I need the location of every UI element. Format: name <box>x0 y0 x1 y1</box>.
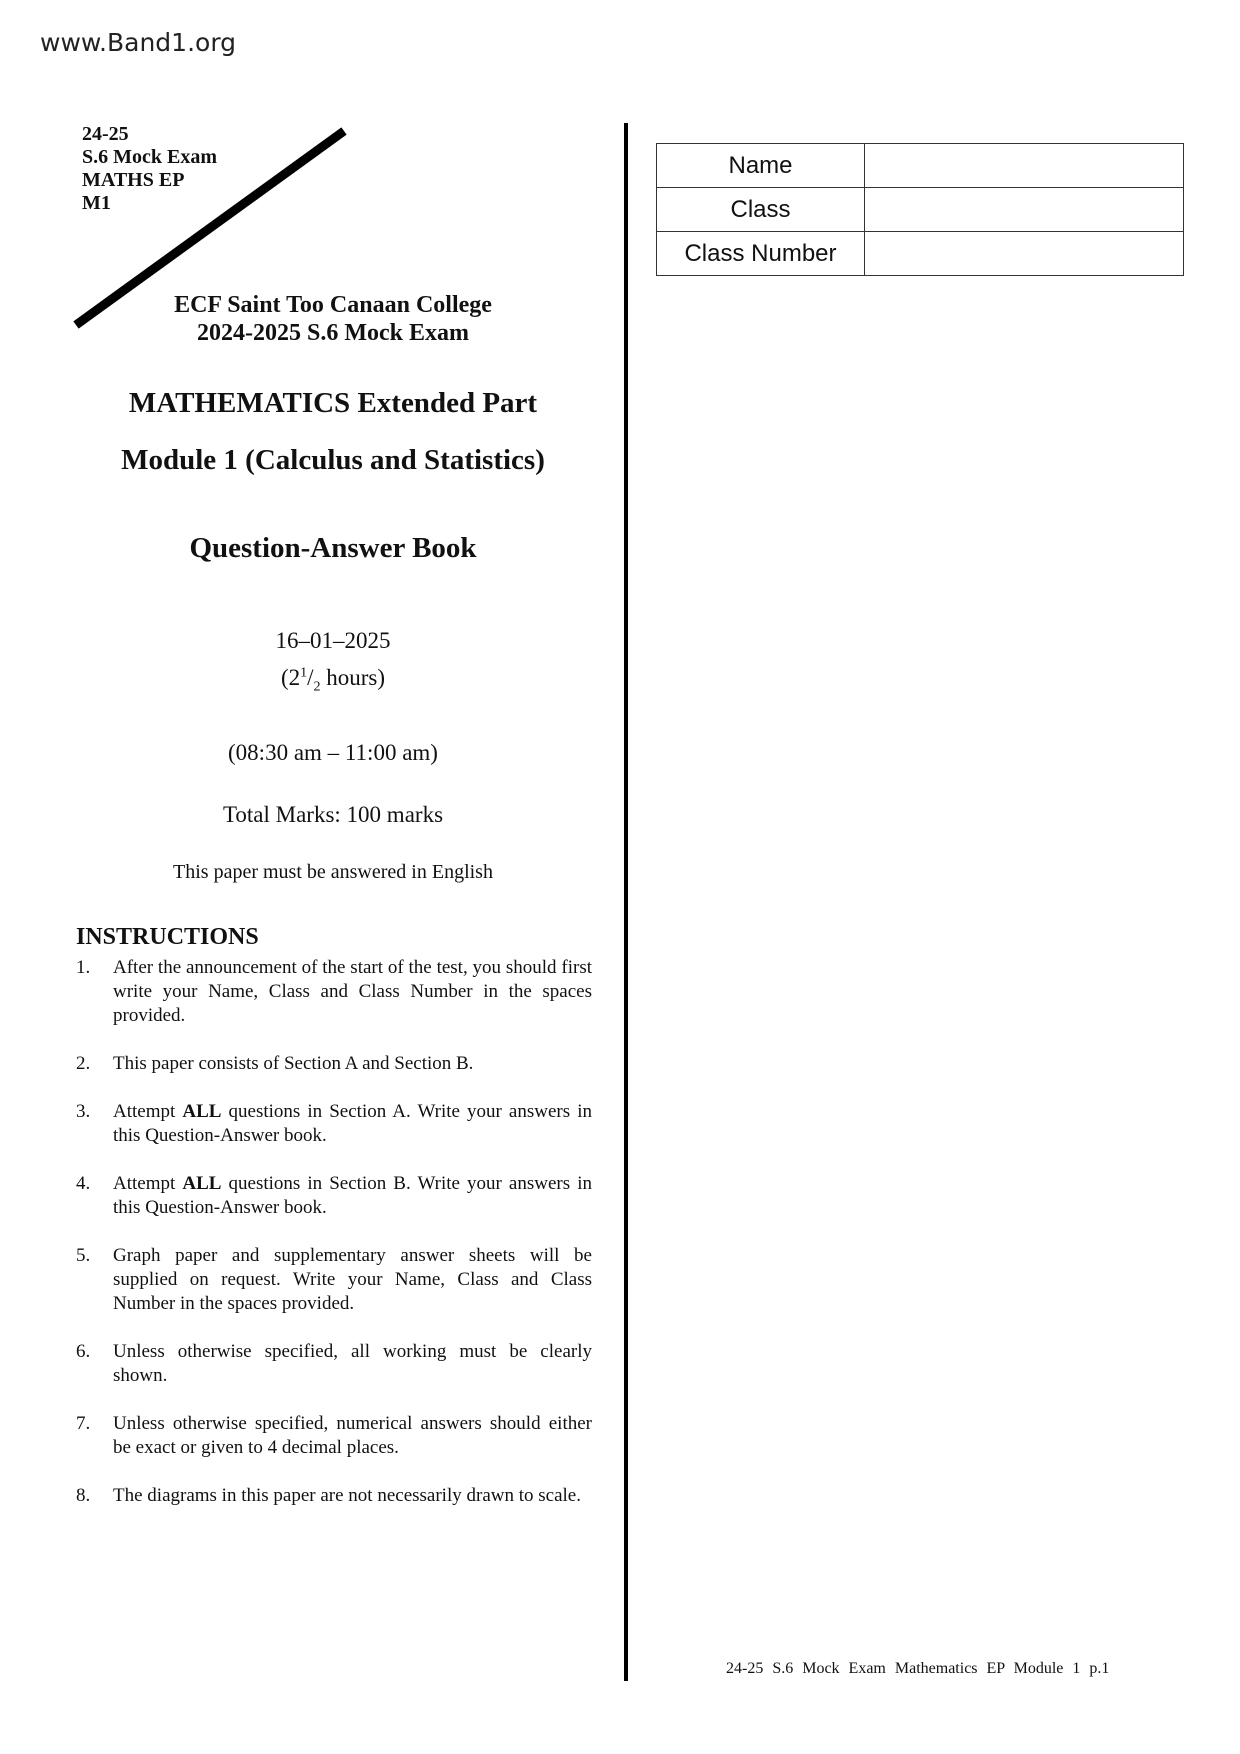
instruction-number: 3. <box>76 1101 91 1122</box>
instruction-text: Graph paper and supplementary answer sheets will be supplied on request. Write your Name, Class and Class Number in the spaces provided. <box>113 1245 592 1314</box>
watermark-url: www.Band1.org <box>40 28 237 57</box>
name-row <box>657 144 1184 188</box>
instruction-number: 2. <box>76 1053 91 1074</box>
instruction-text: Unless otherwise specified, numerical answers should either be exact or given to 4 decimal places. <box>113 1413 592 1458</box>
name-label: Name <box>657 144 865 188</box>
instruction-text <box>113 1173 592 1218</box>
name-field[interactable] <box>865 144 1184 188</box>
instruction-item <box>76 1340 592 1388</box>
class-label: Class <box>657 188 865 232</box>
instruction-number: 4. <box>76 1173 91 1194</box>
class-number-field[interactable] <box>865 232 1184 276</box>
instruction-number: 7. <box>76 1413 91 1434</box>
exam-time: (08:30 am – 11:00 am) <box>228 740 438 765</box>
module-title: Module 1 (Calculus and Statistics) <box>121 444 545 476</box>
subject-title: MATHEMATICS Extended Part <box>128 387 538 419</box>
exam-date: 16–01–2025 <box>275 628 391 653</box>
school-name: ECF Saint Too Canaan College <box>174 292 492 318</box>
class-field[interactable] <box>865 188 1184 232</box>
instruction-text-start: Attempt <box>113 1101 183 1122</box>
class-number-label: Class Number <box>657 232 865 276</box>
instruction-emphasis: ALL <box>182 1173 222 1194</box>
instruction-number: 8. <box>76 1485 91 1506</box>
total-marks: Total Marks: 100 marks <box>222 802 444 827</box>
instruction-number: 6. <box>76 1341 91 1362</box>
instruction-text: This paper consists of Section A and Section B. <box>113 1053 474 1074</box>
instruction-item <box>76 1412 592 1460</box>
instruction-item <box>76 1484 592 1508</box>
instruction-item <box>76 956 592 1028</box>
exam-name: 2024-2025 S.6 Mock Exam <box>197 320 469 346</box>
exam-duration <box>70 665 596 696</box>
instruction-text: After the announcement of the start of the test, you should first write your Name, Class and Class Number in the spaces provided. <box>113 957 592 1026</box>
instruction-number: 5. <box>76 1245 91 1266</box>
class-number-row <box>657 232 1184 276</box>
duration-close: hours) <box>320 665 386 690</box>
duration-numerator: 1 <box>300 665 308 681</box>
class-row <box>657 188 1184 232</box>
corner-year: 24-25 <box>82 123 129 145</box>
instruction-text: Unless otherwise specified, all working must be clearly shown. <box>113 1341 592 1386</box>
instruction-emphasis: ALL <box>182 1101 222 1122</box>
page-footer: 24-25 S.6 Mock Exam Mathematics EP Module 1 p.1 <box>726 1660 1110 1677</box>
instruction-number: 1. <box>76 957 91 978</box>
student-info-table <box>656 143 1184 276</box>
corner-module: M1 <box>82 192 111 214</box>
duration-open: (2 <box>280 665 301 690</box>
instruction-item <box>76 1100 592 1148</box>
corner-subject: MATHS EP <box>82 169 185 191</box>
instruction-item <box>76 1244 592 1316</box>
corner-exam: S.6 Mock Exam <box>82 146 217 168</box>
instruction-text-start: Attempt <box>113 1173 183 1194</box>
instructions-list <box>76 956 592 1532</box>
instruction-item <box>76 1052 592 1076</box>
instruction-text-end: questions in Section B. Write your answers in this Question-Answer book. <box>113 1173 592 1218</box>
vertical-divider <box>624 123 628 1681</box>
book-title: Question-Answer Book <box>189 532 477 564</box>
duration-slash: / <box>307 665 314 690</box>
instruction-item <box>76 1172 592 1220</box>
instruction-text <box>113 1101 592 1146</box>
instruction-text-end: questions in Section A. Write your answers in this Question-Answer book. <box>113 1101 592 1146</box>
instructions-heading: INSTRUCTIONS <box>76 924 259 950</box>
language-note: This paper must be answered in English <box>173 861 493 883</box>
duration-denominator: 2 <box>313 679 321 695</box>
instruction-text: The diagrams in this paper are not necessarily drawn to scale. <box>113 1485 581 1506</box>
